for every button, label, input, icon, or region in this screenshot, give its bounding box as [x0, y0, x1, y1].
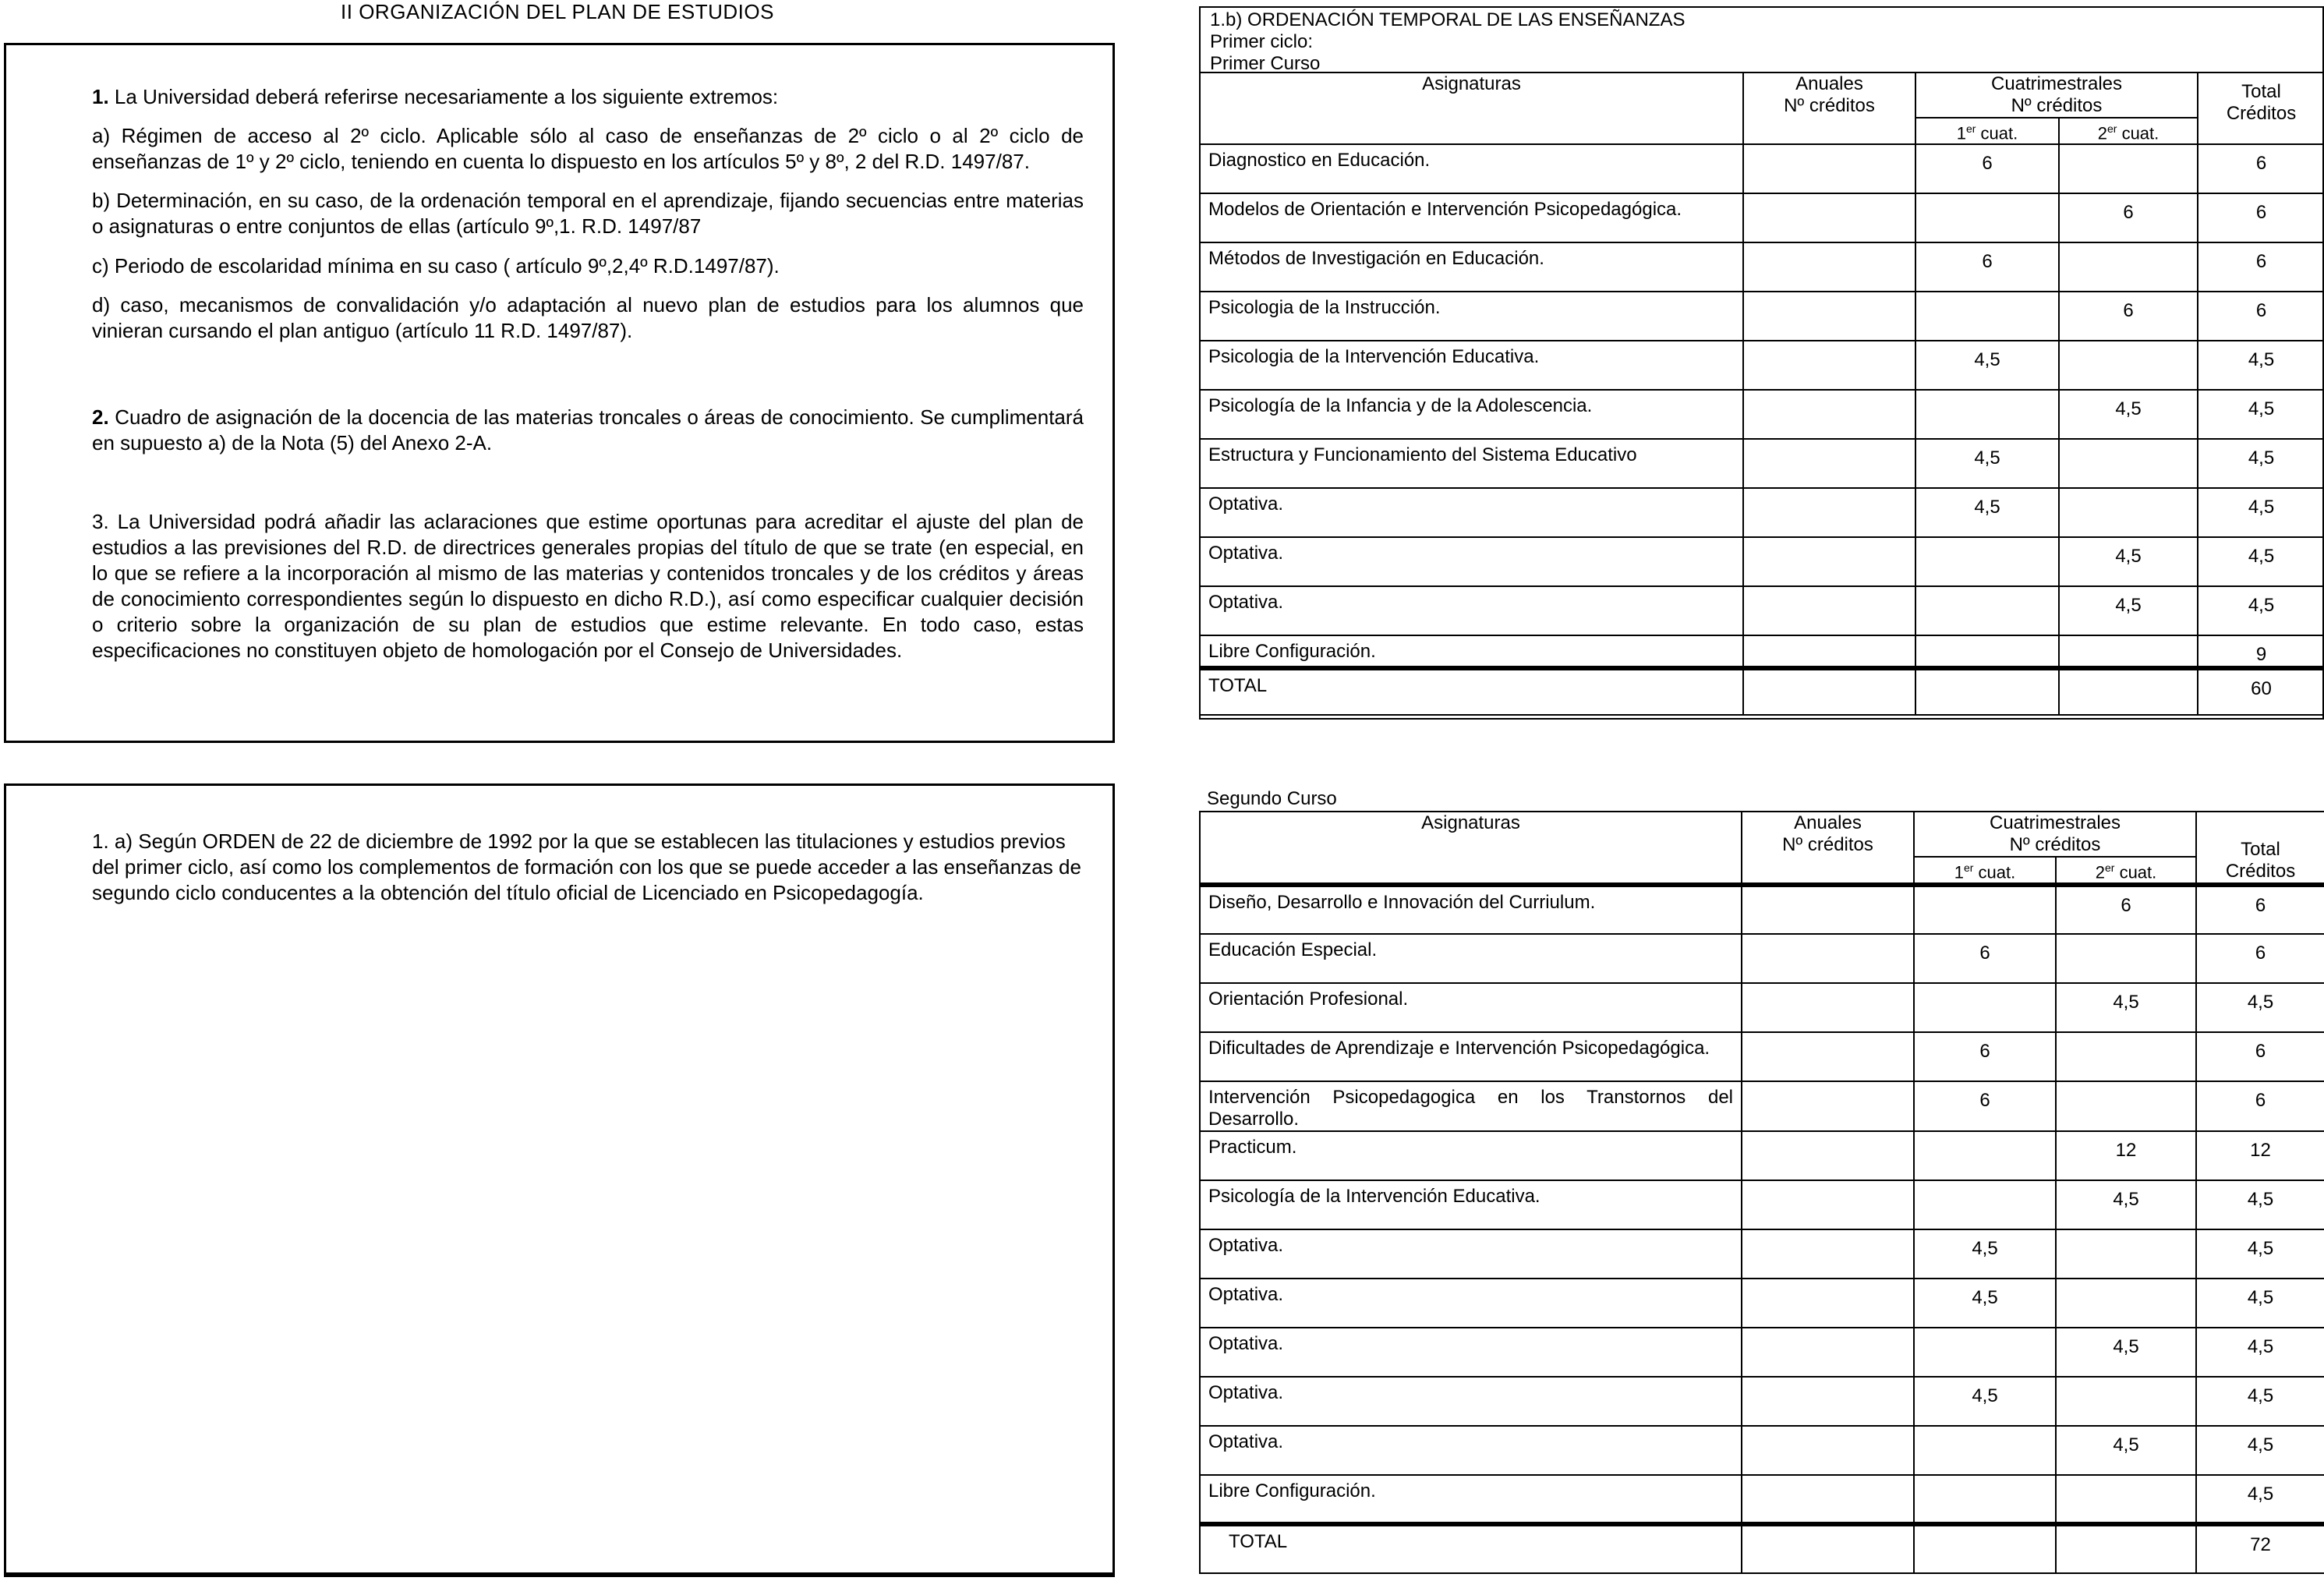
second-cuat-cell: 4,5: [2056, 1180, 2196, 1229]
table-2-course: Segundo Curso: [1207, 788, 1337, 809]
header-total: [2196, 812, 2324, 885]
annual-credits-cell: [1743, 193, 1915, 242]
empty-cell: [1742, 1524, 1914, 1573]
table-row: [1200, 488, 2324, 537]
annual-credits-cell: [1743, 488, 1915, 537]
subject-cell: Libre Configuración.: [1200, 1475, 1742, 1524]
table-1-cycle: Primer ciclo:: [1210, 31, 1314, 52]
second-cuat-cell: 6: [2059, 292, 2198, 341]
annual-credits-cell: [1742, 885, 1914, 934]
annual-credits-cell: [1742, 983, 1914, 1032]
second-cuat-cell: [2059, 439, 2198, 488]
first-cuat-cell: [1914, 1328, 2056, 1377]
subject-cell: Optativa.: [1200, 586, 1743, 635]
total-credits-cell: 9: [2198, 635, 2324, 668]
annual-credits-cell: [1743, 292, 1915, 341]
first-cuat-cell: [1915, 586, 2059, 635]
header-first-sup: er: [1963, 861, 1974, 874]
total-credits-cell: 12: [2196, 1131, 2324, 1180]
annual-credits-cell: [1742, 1377, 1914, 1426]
total-credits-cell: 6: [2198, 193, 2324, 242]
subject-cell: Diseño, Desarrollo e Innovación del Curriulum.: [1200, 885, 1742, 934]
table-row: [1200, 885, 2324, 934]
header-second-sup: er: [2107, 122, 2117, 135]
table-row: [1200, 635, 2324, 668]
total-credits-cell: 4,5: [2196, 1229, 2324, 1279]
total-row: [1200, 668, 2324, 715]
first-cuat-cell: [1914, 1426, 2056, 1475]
total-credits-cell: 4,5: [2196, 1279, 2324, 1328]
first-cuat-cell: 4,5: [1914, 1229, 2056, 1279]
annual-credits-cell: [1742, 1426, 1914, 1475]
header-second-cuat: [2056, 857, 2196, 885]
subject-cell: Optativa.: [1200, 1328, 1742, 1377]
subject-cell: Diagnostico en Educación.: [1200, 144, 1743, 193]
first-cuat-cell: [1914, 1131, 2056, 1180]
table-row: [1200, 934, 2324, 983]
header-second-sup: er: [2105, 861, 2115, 874]
total-credits-cell: 4,5: [2198, 586, 2324, 635]
item-d: d) caso, mecanismos de convalidación y/o adaptación al nuevo plan de estudios para los alumnos que vinieran cursando el plan antiguo (artículo 11 R.D. 1497/87).: [92, 293, 1084, 342]
subject-cell: Educación Especial.: [1200, 934, 1742, 983]
subject-cell: Métodos de Investigación en Educación.: [1200, 242, 1743, 292]
second-cuat-cell: 4,5: [2056, 1426, 2196, 1475]
table-row: [1200, 1377, 2324, 1426]
table-row: [1200, 1081, 2324, 1131]
empty-cell: [1743, 668, 1915, 715]
header-second-num: 2: [2095, 862, 2105, 882]
header-second-num: 2: [2097, 123, 2107, 143]
total-credits-cell: 6: [2196, 1081, 2324, 1131]
total-credits-cell: 6: [2198, 292, 2324, 341]
header-cuat-line1: Cuatrimestrales: [1989, 812, 2121, 833]
item-c: c) Periodo de escolaridad mínima en su caso ( artículo 9º,2,4º R.D.1497/87).: [92, 254, 780, 278]
subject-cell: Intervención Psicopedagogica en los Transtornos del Desarrollo.: [1200, 1081, 1742, 1131]
first-cuat-cell: [1915, 537, 2059, 586]
table-row: [1200, 1426, 2324, 1475]
paragraph-1-text: La Universidad deberá referirse necesariamente a los siguiente extremos:: [114, 85, 779, 108]
item-b: b) Determinación, en su caso, de la ordenación temporal en el aprendizaje, fijando secuencias entre materias o asignaturas o entre conjuntos de ellas (artículo 9º,1. R.D. 1497/87: [92, 189, 1084, 238]
first-cuat-cell: [1915, 390, 2059, 439]
table-row: [1200, 586, 2324, 635]
annual-credits-cell: [1742, 1131, 1914, 1180]
header-total: [2198, 73, 2324, 144]
annual-credits-cell: [1742, 1328, 1914, 1377]
table-row: [1200, 1131, 2324, 1180]
second-cuat-cell: [2059, 488, 2198, 537]
header-annual-line1: Anuales: [1795, 73, 1863, 94]
table-row: [1200, 1475, 2324, 1524]
second-cuat-cell: [2056, 1081, 2196, 1131]
empty-cell: [1915, 668, 2059, 715]
header-total-line1: Total: [2241, 839, 2280, 861]
first-cuat-cell: 4,5: [1915, 439, 2059, 488]
total-credits-cell: 6: [2198, 144, 2324, 193]
second-cuat-cell: 4,5: [2059, 586, 2198, 635]
header-first-cuat: [1915, 118, 2059, 144]
header-annual-line2: Nº créditos: [1782, 834, 1873, 855]
second-cuat-cell: [2059, 341, 2198, 390]
first-cuat-cell: 6: [1914, 934, 2056, 983]
second-cuat-cell: [2056, 1377, 2196, 1426]
annual-credits-cell: [1742, 1032, 1914, 1081]
header-total-line2: Créditos: [2225, 861, 2296, 882]
second-cuat-cell: 6: [2056, 885, 2196, 934]
header-annual: [1742, 812, 1914, 885]
table-row: [1200, 242, 2324, 292]
first-cuat-cell: [1915, 193, 2059, 242]
total-credits-cell: 4,5: [2198, 537, 2324, 586]
header-annual-line1: Anuales: [1794, 812, 1862, 833]
first-cuat-cell: [1915, 635, 2059, 668]
header-first-sup: er: [1965, 122, 1976, 135]
subject-cell: Psicologia de la Intervención Educativa.: [1200, 341, 1743, 390]
total-credits-cell: 4,5: [2196, 1377, 2324, 1426]
subject-cell: Orientación Profesional.: [1200, 983, 1742, 1032]
header-first-rest: cuat.: [1973, 862, 2016, 882]
subject-cell: Optativa.: [1200, 1279, 1742, 1328]
first-cuat-cell: 6: [1914, 1081, 2056, 1131]
annual-credits-cell: [1743, 537, 1915, 586]
table-1-course: Primer Curso: [1210, 53, 1321, 74]
first-cuat-cell: 6: [1914, 1032, 2056, 1081]
table-row: [1200, 1229, 2324, 1279]
first-cuat-cell: 6: [1915, 144, 2059, 193]
header-cuat-line1: Cuatrimestrales: [1990, 73, 2123, 94]
second-cuat-cell: [2056, 1279, 2196, 1328]
subject-cell: Psicología de la Infancia y de la Adolescencia.: [1200, 390, 1743, 439]
first-cuat-cell: 4,5: [1914, 1279, 2056, 1328]
annual-credits-cell: [1743, 635, 1915, 668]
empty-cell: [1914, 1524, 2056, 1573]
paragraph-1-number: 1.: [92, 85, 109, 108]
second-cuat-cell: 4,5: [2059, 390, 2198, 439]
total-credits-cell: 4,5: [2196, 983, 2324, 1032]
total-credits-cell: 6: [2196, 885, 2324, 934]
total-credits-cell: 6: [2196, 1032, 2324, 1081]
first-cuat-cell: [1915, 292, 2059, 341]
paragraph-2: [92, 405, 1084, 456]
table-row: [1200, 292, 2324, 341]
annual-credits-cell: [1743, 439, 1915, 488]
table-row: [1200, 390, 2324, 439]
total-credits-cell: 6: [2196, 934, 2324, 983]
total-credits-cell: 4,5: [2198, 341, 2324, 390]
second-cuat-cell: [2059, 242, 2198, 292]
header-first-num: 1: [1954, 862, 1964, 882]
table-row: [1200, 1279, 2324, 1328]
first-cuat-cell: 6: [1915, 242, 2059, 292]
second-cuat-cell: 4,5: [2059, 537, 2198, 586]
second-cuat-cell: [2056, 934, 2196, 983]
first-cuat-cell: [1914, 1475, 2056, 1524]
first-cuat-cell: 4,5: [1915, 488, 2059, 537]
second-cuat-cell: 4,5: [2056, 1328, 2196, 1377]
first-cuat-cell: 4,5: [1915, 341, 2059, 390]
annual-credits-cell: [1743, 144, 1915, 193]
annual-credits-cell: [1743, 586, 1915, 635]
header-first-cuat: [1914, 857, 2056, 885]
first-cuat-cell: [1914, 1180, 2056, 1229]
subject-cell: Psicologia de la Instrucción.: [1200, 292, 1743, 341]
paragraph-1: [92, 84, 1084, 110]
total-credits-cell: 4,5: [2196, 1426, 2324, 1475]
total-credits-cell: 4,5: [2198, 488, 2324, 537]
header-total-line2: Créditos: [2226, 103, 2297, 124]
table-row: [1200, 537, 2324, 586]
subject-cell: Estructura y Funcionamiento del Sistema Educativo: [1200, 439, 1743, 488]
header-annual-line2: Nº créditos: [1784, 95, 1875, 116]
first-cuat-cell: [1914, 885, 2056, 934]
instructions-box: [4, 43, 1115, 743]
annual-credits-cell: [1742, 1475, 1914, 1524]
empty-cell: [2059, 668, 2198, 715]
table-row: [1200, 1032, 2324, 1081]
table-row: [1200, 983, 2324, 1032]
table-row: [1200, 144, 2324, 193]
table-1: [1199, 72, 2324, 716]
header-first-rest: cuat.: [1976, 123, 2018, 143]
header-annual: [1743, 73, 1915, 144]
paragraph-2-text: Cuadro de asignación de la docencia de las materias troncales o áreas de conocimiento. Se cumplimentará en supuesto a) de la Nota (5) del Anexo 2-A.: [92, 405, 1084, 454]
header-cuat-line2: Nº créditos: [2011, 95, 2103, 116]
table-row: [1200, 341, 2324, 390]
subject-cell: Optativa.: [1200, 488, 1743, 537]
annual-credits-cell: [1742, 934, 1914, 983]
total-value: 60: [2198, 668, 2324, 715]
header-first-num: 1: [1956, 123, 1966, 143]
second-cuat-cell: 12: [2056, 1131, 2196, 1180]
total-label: TOTAL: [1200, 1524, 1742, 1573]
total-credits-cell: 4,5: [2198, 390, 2324, 439]
paragraph-3: 3. La Universidad podrá añadir las aclaraciones que estime oportunas para acreditar el ajuste del plan de estudios a las previsiones del R.D. de directrices generales propias del título de que se trate (en especial, en lo que se refiere a la incorporación al mismo de las materias y contenidos troncales y de los créditos y áreas de conocimiento correspondientes según lo dispuesto en dicho R.D.), así como especificar cualquier decisión o criterio sobre la organización de su plan de estudios que estime relevante. En todo caso, estas especificaciones no constituyen objeto de homologación por el Consejo de Universidades.: [92, 510, 1084, 662]
annual-credits-cell: [1742, 1180, 1914, 1229]
table-2: [1199, 811, 2324, 1574]
table-row: [1200, 193, 2324, 242]
subject-cell: Optativa.: [1200, 1229, 1742, 1279]
table-row: [1200, 439, 2324, 488]
first-cuat-cell: [1914, 983, 2056, 1032]
subject-cell: Optativa.: [1200, 537, 1743, 586]
header-cuatrimestrales: [1915, 73, 2198, 118]
total-credits-cell: 4,5: [2196, 1475, 2324, 1524]
second-cuat-cell: 4,5: [2056, 983, 2196, 1032]
access-regime-box: [4, 783, 1115, 1577]
table-row: [1200, 1328, 2324, 1377]
total-value: 72: [2196, 1524, 2324, 1573]
annual-credits-cell: [1742, 1081, 1914, 1131]
subject-cell: Modelos de Orientación e Intervención Psicopedagógica.: [1200, 193, 1743, 242]
total-credits-cell: 4,5: [2196, 1328, 2324, 1377]
empty-cell: [2056, 1524, 2196, 1573]
subject-cell: Practicum.: [1200, 1131, 1742, 1180]
subject-cell: Psicología de la Intervención Educativa.: [1200, 1180, 1742, 1229]
header-cuatrimestrales: [1914, 812, 2196, 857]
access-regime-text: 1. a) Según ORDEN de 22 de diciembre de 1992 por la que se establecen las titulaciones y estudios previos del primer ciclo, así como los complementos de formación con los que se puede acceder a las enseñanzas de segundo ciclo conducentes a la obtención del título oficial de Licenciado en Psicopedagogía.: [92, 829, 1081, 904]
second-cuat-cell: [2056, 1032, 2196, 1081]
total-credits-cell: 6: [2198, 242, 2324, 292]
total-label: TOTAL: [1200, 668, 1743, 715]
total-credits-cell: 4,5: [2198, 439, 2324, 488]
subject-cell: Optativa.: [1200, 1426, 1742, 1475]
total-credits-cell: 4,5: [2196, 1180, 2324, 1229]
item-a: a) Régimen de acceso al 2º ciclo. Aplicable sólo al caso de enseñanzas de 2º ciclo o al 2º ciclo de enseñanzas de 1º y 2º ciclo, teniendo en cuenta lo dispuesto en los artículos 5º y 8º, 2 del R.D. 1497/87.: [92, 124, 1084, 173]
total-row: [1200, 1524, 2324, 1573]
header-second-rest: cuat.: [2114, 862, 2157, 882]
annual-credits-cell: [1743, 242, 1915, 292]
second-cuat-cell: [2059, 144, 2198, 193]
header-total-line1: Total: [2241, 81, 2281, 102]
subject-cell: Dificultades de Aprendizaje e Intervención Psicopedagógica.: [1200, 1032, 1742, 1081]
header-second-cuat: [2059, 118, 2198, 144]
table-1-heading: 1.b) ORDENACIÓN TEMPORAL DE LAS ENSEÑANZAS: [1210, 9, 1686, 30]
annual-credits-cell: [1743, 390, 1915, 439]
annual-credits-cell: [1742, 1229, 1914, 1279]
header-subjects: Asignaturas: [1200, 73, 1743, 144]
header-cuat-line2: Nº créditos: [2009, 834, 2101, 855]
first-cuat-cell: 4,5: [1914, 1377, 2056, 1426]
page-title: II ORGANIZACIÓN DEL PLAN DE ESTUDIOS: [341, 0, 774, 23]
annual-credits-cell: [1743, 341, 1915, 390]
header-subjects: Asignaturas: [1200, 812, 1742, 885]
subject-cell: Libre Configuración.: [1200, 635, 1743, 668]
second-cuat-cell: [2056, 1229, 2196, 1279]
second-cuat-cell: [2056, 1475, 2196, 1524]
second-cuat-cell: 6: [2059, 193, 2198, 242]
paragraph-2-number: 2.: [92, 405, 109, 429]
annual-credits-cell: [1742, 1279, 1914, 1328]
table-row: [1200, 1180, 2324, 1229]
second-cuat-cell: [2059, 635, 2198, 668]
header-second-rest: cuat.: [2117, 123, 2160, 143]
subject-cell: Optativa.: [1200, 1377, 1742, 1426]
